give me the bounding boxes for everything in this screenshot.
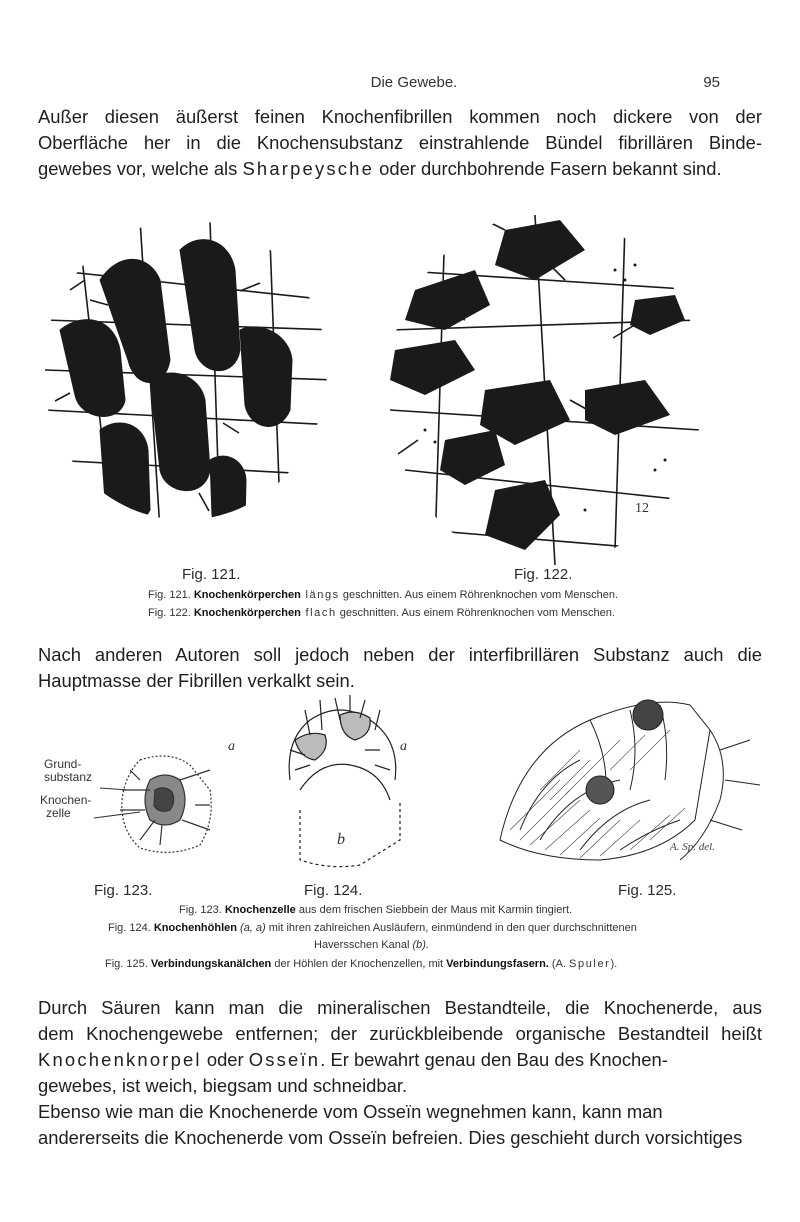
knochen-label-2: zelle bbox=[46, 806, 71, 820]
grund-label-1: Grund- bbox=[44, 757, 82, 771]
cap125-paren-close: ). bbox=[610, 958, 618, 970]
para1-line3-a: gewebes vor, welche als bbox=[38, 158, 243, 179]
cap124-prefix: Fig. 124. bbox=[108, 922, 154, 934]
header-title: Die Gewebe. bbox=[370, 74, 458, 91]
para3-line3 bbox=[38, 1047, 762, 1073]
paragraph-1 bbox=[38, 104, 762, 182]
caption-fig123 bbox=[179, 904, 572, 916]
caption-fig122 bbox=[148, 607, 615, 619]
cap125-mid: der Höhlen der Knochenzellen, mit bbox=[271, 958, 447, 970]
cap123-prefix: Fig. 123. bbox=[179, 904, 225, 916]
fig125-signature: A. Sp. del. bbox=[670, 841, 715, 853]
para3-line1: Durch Säuren kann man die mineralischen Bestandteile, die Knochenerde, aus bbox=[38, 997, 762, 1018]
cap125-prefix: Fig. 125. bbox=[105, 958, 151, 970]
cap122-prefix: Fig. 122. bbox=[148, 607, 194, 619]
para1-line3 bbox=[38, 156, 762, 182]
label-knochenzelle bbox=[40, 794, 91, 820]
cap124-rest: mit ihren zahlreichen Ausläufern, einmündend in den quer durchschnittenen bbox=[265, 922, 637, 934]
cap125-term2: Verbindungsfasern. bbox=[446, 958, 549, 970]
cap121-rest: geschnitten. Aus einem Röhrenknochen vom Menschen. bbox=[339, 589, 618, 601]
cap125-term: Verbindungskanälchen bbox=[150, 958, 272, 970]
sharpey-term: Sharpeysche bbox=[242, 158, 374, 179]
term-ossein: Osseïn bbox=[248, 1049, 321, 1070]
para2-line2: Hauptmasse der Fibrillen verkalkt sein. bbox=[38, 670, 355, 691]
cap124-term: Knochenhöhlen bbox=[153, 922, 237, 934]
running-header bbox=[108, 74, 720, 98]
cap121-prefix: Fig. 121. bbox=[148, 589, 194, 601]
caption-fig124-line2 bbox=[314, 939, 429, 951]
fig123-label: Fig. 123. bbox=[94, 882, 153, 899]
para2-line1: Nach anderen Autoren soll jedoch neben der interfibrillären Substanz auch die bbox=[38, 644, 762, 665]
para1-line2: Oberfläche her in die Knochensubstanz einstrahlende Bündel fibrillären Binde- bbox=[38, 132, 762, 153]
cap123-term: Knochenzelle bbox=[224, 904, 296, 916]
cap125-author: Spuler bbox=[569, 958, 611, 970]
cap122-spaced: flach bbox=[300, 607, 337, 619]
label-grundsubstanz bbox=[44, 758, 92, 784]
para3-line5: Ebenso wie man die Knochenerde vom Osseïn wegnehmen kann, kann man bbox=[38, 1101, 663, 1122]
fig121-label: Fig. 121. bbox=[182, 566, 241, 583]
paragraph-3 bbox=[38, 995, 762, 1151]
fig122-label: Fig. 122. bbox=[514, 566, 573, 583]
fig124-illustration bbox=[228, 690, 410, 870]
fig122-inset-number: 12 bbox=[635, 501, 649, 516]
fig124-letter-b: b bbox=[337, 831, 345, 848]
caption-fig124 bbox=[108, 922, 637, 934]
page-number: 95 bbox=[703, 74, 720, 91]
para3-line3-d: . Er bewahrt genau den Bau des Knochen- bbox=[320, 1049, 668, 1070]
caption-fig125 bbox=[105, 958, 617, 970]
para1-line3-c: oder durchbohrende Fasern bekannt sind. bbox=[374, 158, 722, 179]
para3-line3-b: oder bbox=[201, 1049, 249, 1070]
cap121-spaced: längs bbox=[300, 589, 340, 601]
fig121-illustration bbox=[40, 210, 340, 540]
knochen-label-1: Knochen- bbox=[40, 793, 92, 807]
fig124-letter-a-left: a bbox=[228, 739, 235, 754]
fig124-letter-a-right: a bbox=[400, 739, 407, 754]
para3-line4: gewebes, ist weich, biegsam und schneidbar. bbox=[38, 1075, 408, 1096]
cap124-letters: (a, a) bbox=[236, 922, 266, 934]
fig125-label: Fig. 125. bbox=[618, 882, 677, 899]
caption-fig121 bbox=[148, 589, 618, 601]
term-knochenknorpel: Knochenknorpel bbox=[38, 1049, 202, 1070]
fig122-illustration bbox=[385, 210, 705, 570]
paragraph-2 bbox=[38, 642, 762, 694]
cap122-term: Knochenkörperchen bbox=[193, 607, 301, 619]
fig124-label: Fig. 124. bbox=[304, 882, 363, 899]
cap123-rest: aus dem frischen Siebbein der Maus mit Karmin tingiert. bbox=[295, 904, 573, 916]
fig123-illustration bbox=[110, 750, 220, 860]
para3-line6: andererseits die Knochenerde vom Osseïn befreien. Dies geschieht durch vorsichtiges bbox=[38, 1127, 743, 1148]
cap125-paren-open: (A. bbox=[548, 958, 570, 970]
cap124-haversian: Haversschen Kanal bbox=[314, 939, 413, 951]
cap124-letter-b: (b). bbox=[412, 939, 429, 951]
cap121-term: Knochenkörperchen bbox=[193, 589, 301, 601]
cap122-rest: geschnitten. Aus einem Röhrenknochen vom Menschen. bbox=[336, 607, 615, 619]
para1-line1: Außer diesen äußerst feinen Knochenfibrillen kommen noch dickere von der bbox=[38, 106, 762, 127]
grund-label-2: substanz bbox=[44, 770, 93, 784]
fig125-illustration bbox=[480, 690, 770, 870]
para3-line2: dem Knochengewebe entfernen; der zurückbleibende organische Bestandteil heißt bbox=[38, 1023, 762, 1044]
